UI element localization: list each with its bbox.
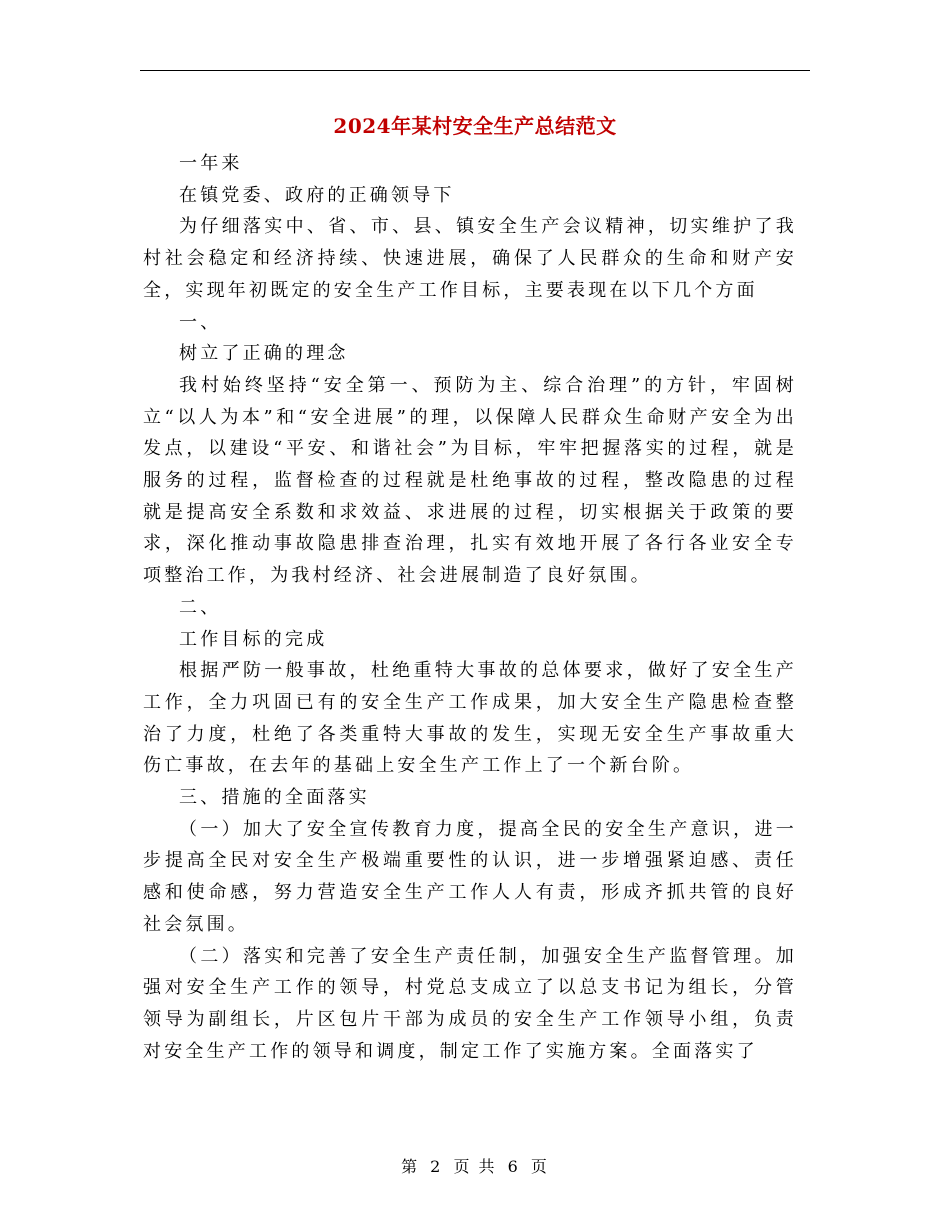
paragraph-intro-3: 为仔细落实中、省、市、县、镇安全生产会议精神，切实维护了我村社会稳定和经济持续、快速进展，确保了人民群众的生命和财产安全，实现年初既定的安全生产工作目标，主要表现在以下几个方面 <box>143 216 797 301</box>
section-2-number: 二、 <box>179 596 222 618</box>
section-1-heading: 树立了正确的理念 <box>179 343 349 365</box>
section-3-item-1: （一）加大了安全宣传教育力度，提高全民的安全生产意识，进一步提高全民对安全生产极端重要性的认识，进一步增强紧迫感、责任感和使命感，努力营造安全生产工作人人有责，形成齐抓共管的良好社会氛围。 <box>143 818 797 935</box>
footer-prefix: 第 <box>401 1157 420 1176</box>
section-1-body: 我村始终坚持“安全第一、预防为主、综合治理”的方针，牢固树立“以人为本”和“安全进展”的理，以保障人民群众生命财产安全为出发点，以建设“平安、和谐社会”为目标，牢牢把握落实的过程，就是服务的过程，监督检查的过程就是杜绝事故的过程，整改隐患的过程就是提高安全系数和求效益、求进展的过程，切实根据关于政策的要求，深化推动事故隐患排查治理，扎实有效地开展了各行各业安全专项整治工作，为我村经济、社会进展制造了良好氛围。 <box>143 374 797 587</box>
section-2-body: 根据严防一般事故，杜绝重特大事故的总体要求，做好了安全生产工作，全力巩固已有的安全生产工作成果，加大安全生产隐患检查整治了力度，杜绝了各类重特大事故的发生，实现无安全生产事故重大伤亡事故，在去年的基础上安全生产工作上了一个新台阶。 <box>143 660 797 777</box>
paragraph-intro-1: 一年来 <box>179 153 243 174</box>
section-1-number: 一、 <box>179 311 222 333</box>
footer-suffix: 页 <box>530 1157 549 1176</box>
document-title: 2024年某村安全生产总结范文 <box>333 114 617 138</box>
header-rule <box>140 70 810 71</box>
total-pages-number: 6 <box>507 1157 520 1176</box>
section-2-heading: 工作目标的完成 <box>179 628 328 650</box>
section-3-item-2: （二）落实和完善了安全生产责任制，加强安全生产监督管理。加强对安全生产工作的领导，村党总支成立了以总支书记为组长，分管领导为副组长，片区包片干部为成员的安全生产工作领导小组，负责对安全生产工作的领导和调度，制定工作了实施方案。全面落实了 <box>143 945 797 1062</box>
page-footer <box>140 1154 810 1177</box>
current-page-number: 2 <box>430 1157 443 1176</box>
document-body <box>143 148 797 1067</box>
section-3-heading: 三、措施的全面落实 <box>179 787 370 809</box>
footer-middle: 页 共 <box>453 1157 497 1176</box>
paragraph-intro-2: 在镇党委、政府的正确领导下 <box>179 184 455 206</box>
